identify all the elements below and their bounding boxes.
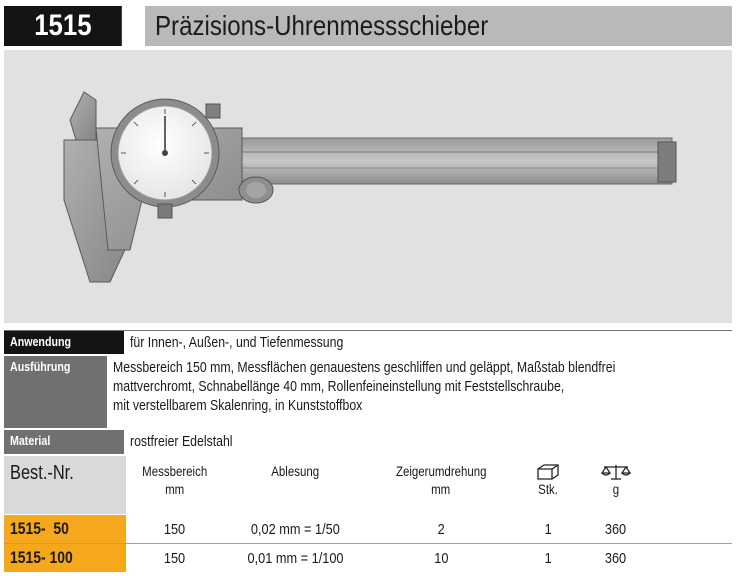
product-photo <box>4 50 732 323</box>
table-header <box>4 456 732 514</box>
column-header-ablesung: Ablesung <box>271 463 319 479</box>
product-number: 1515 <box>4 6 122 46</box>
info-ausfuehrung <box>4 356 732 428</box>
product-title: Präzisions-Uhrenmessschieber <box>145 6 732 46</box>
info-text: für Innen-, Außen-, und Tiefenmessung <box>130 334 344 351</box>
cell-gewicht: 360 <box>605 520 627 538</box>
cell-messbereich: 150 <box>164 549 186 567</box>
page-header <box>4 6 732 46</box>
info-text: Messbereich 150 mm, Messflächen genauestens geschliffen und geläppt, Maßstab blendfrei mattverchromt, Schnabellänge 40 mm, Rollenfeineinstellung mit Feststellschraube, mit verstellbarem Skalenring, in Kunststoffbox <box>113 359 616 414</box>
info-anwendung <box>4 330 732 354</box>
cell-zeigerumdrehung: 10 <box>433 549 449 567</box>
column-header-stk: Stk. <box>516 456 580 514</box>
cell-stk: 1 <box>544 520 552 538</box>
column-header-messbereich: Messbereich mm <box>142 463 208 497</box>
cell-zeigerumdrehung: 2 <box>437 520 445 538</box>
cell-stk: 1 <box>544 549 552 567</box>
column-header-zeigerumdrehung: Zeigerumdrehung mm <box>395 463 487 497</box>
info-label: Anwendung <box>4 331 124 354</box>
box-icon <box>516 462 580 480</box>
cell-gewicht: 360 <box>605 549 627 567</box>
scale-icon <box>580 462 652 480</box>
table-row <box>4 544 732 572</box>
cell-messbereich: 150 <box>164 520 186 538</box>
order-number: 1515- 100 <box>4 544 126 572</box>
column-header-best-nr: Best.-Nr. <box>4 456 126 514</box>
column-header-gewicht: g <box>580 456 652 514</box>
info-text: rostfreier Edelstahl <box>130 433 233 450</box>
info-label: Material <box>4 430 124 454</box>
info-label: Ausführung <box>4 356 107 428</box>
cell-ablesung: 0,02 mm = 1/50 <box>250 520 340 538</box>
dial-caliper-image <box>4 50 732 323</box>
info-material <box>4 430 732 454</box>
order-number: 1515- 50 <box>4 515 126 543</box>
table-row <box>4 515 732 543</box>
cell-ablesung: 0,01 mm = 1/100 <box>246 549 344 567</box>
